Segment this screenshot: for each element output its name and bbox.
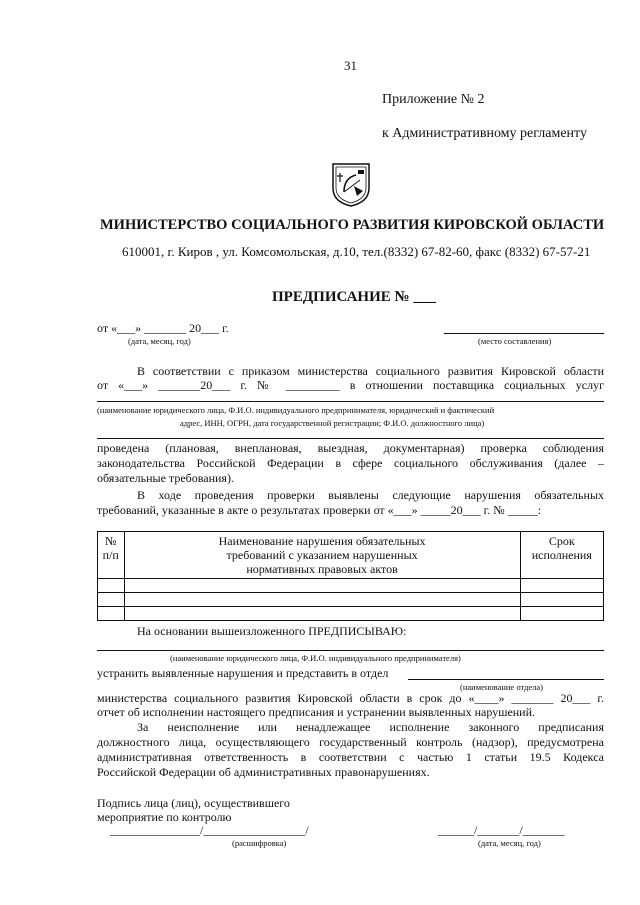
table-cell[interactable] (520, 607, 603, 621)
page-number: 31 (344, 58, 357, 73)
annex-number: Приложение № 2 (382, 92, 485, 107)
supplier-field[interactable] (97, 401, 604, 402)
signature-label-1: Подпись лица (лиц), осуществившего (97, 796, 290, 810)
signature-label-2: мероприятие по контролю (97, 810, 232, 824)
supplier-caption-2: адрес, ИНН, ОГРН, дата государственной регистрации; Ф.И.О. должностного лица) (180, 418, 485, 428)
date-caption: (дата, месяц, год) (128, 336, 191, 346)
table-header-row (98, 532, 604, 579)
para3-line1: В ходе проведения проверки выявлены следующие нарушения обязательных (137, 488, 604, 502)
entity-caption: (наименование юридического лица, Ф.И.О. индивидуального предпринимателя) (170, 653, 461, 663)
liability-line3: административная ответственность в соответствии с частью 1 статьи 19.5 Кодекса (97, 750, 604, 764)
coat-of-arms-icon (330, 158, 372, 208)
supplier-field-2[interactable] (97, 438, 604, 439)
signature-field[interactable]: _______________/_________________/ (110, 823, 309, 837)
liability-line2: должностного лица, осуществляющего государственный контроль (надзор), предусмотрена (97, 735, 604, 749)
para3-line2: требований, указанные в акте о результатах проверки от «___» _____20___ г. № _____: (97, 503, 542, 517)
table-cell[interactable] (124, 607, 520, 621)
para1-line1: В соответствии с приказом министерства социального развития Кировской области (137, 364, 604, 378)
ministry-name: МИНИСТЕРСТВО СОЦИАЛЬНОГО РАЗВИТИЯ КИРОВСКОЙ ОБЛАСТИ (100, 217, 605, 233)
basis-line2: устранить выявленные нарушения и представить в отдел (97, 666, 389, 680)
department-field[interactable] (408, 679, 604, 680)
signature-date-caption: (дата, месяц, год) (478, 838, 541, 848)
annex-regulation: к Административному регламенту (382, 126, 587, 141)
place-caption: (место составления) (478, 336, 552, 346)
supplier-caption-1: (наименование юридического лица, Ф.И.О. индивидуального предпринимателя, юридический и фактический (97, 405, 495, 415)
place-field[interactable] (444, 333, 604, 334)
document-title: ПРЕДПИСАНИЕ № ___ (272, 289, 436, 305)
table-row (98, 607, 604, 621)
ministry-address: 610001, г. Киров , ул. Комсомольская, д.10, тел.(8332) 67-82-60, факс (8332) 67-57-21 (122, 244, 591, 259)
date-line: от «___» _______ 20___ г. (97, 321, 229, 335)
table-cell[interactable] (124, 593, 520, 607)
liability-line1: За неисполнение или ненадлежащее исполнение законного предписания (137, 720, 604, 734)
para2-line3: обязательные требования). (97, 471, 234, 485)
para2-line1: проведена (плановая, внеплановая, выездная, документарная) проверка соблюдения (97, 441, 604, 455)
table-cell[interactable] (98, 593, 125, 607)
table-row (98, 579, 604, 593)
signature-date-field[interactable]: ______/_______/_______ (438, 823, 565, 837)
basis-line4: отчет об исполнении настоящего предписания и устранении выявленных нарушений. (97, 705, 536, 719)
header-deadline: Срок исполнения (520, 532, 603, 579)
violations-table (97, 531, 604, 621)
table-cell[interactable] (520, 593, 603, 607)
para2-line2: законодательства Российской Федерации в сфере социального обслуживания (далее – (97, 456, 604, 470)
table-cell[interactable] (98, 607, 125, 621)
table-row (98, 593, 604, 607)
table-cell[interactable] (124, 579, 520, 593)
header-number: № п/п (98, 532, 125, 579)
signature-caption: (расшифровка) (232, 838, 287, 848)
department-caption: (наименование отдела) (460, 682, 544, 692)
table-cell[interactable] (520, 579, 603, 593)
liability-line4: Российской Федерации об административных правонарушениях. (97, 765, 430, 779)
entity-field[interactable] (97, 650, 604, 651)
table-cell[interactable] (98, 579, 125, 593)
para1-line2: от «___» _______20___ г. № _________ в отношении поставщика социальных услуг (97, 378, 604, 392)
basis-line: На основании вышеизложенного ПРЕДПИСЫВАЮ: (137, 624, 407, 638)
header-violation: Наименование нарушения обязательных требований с указанием нарушенных нормативных правовых актов (124, 532, 520, 579)
basis-line3: министерства социального развития Кировской области в срок до «____» _______ 20___ г. (97, 691, 604, 705)
